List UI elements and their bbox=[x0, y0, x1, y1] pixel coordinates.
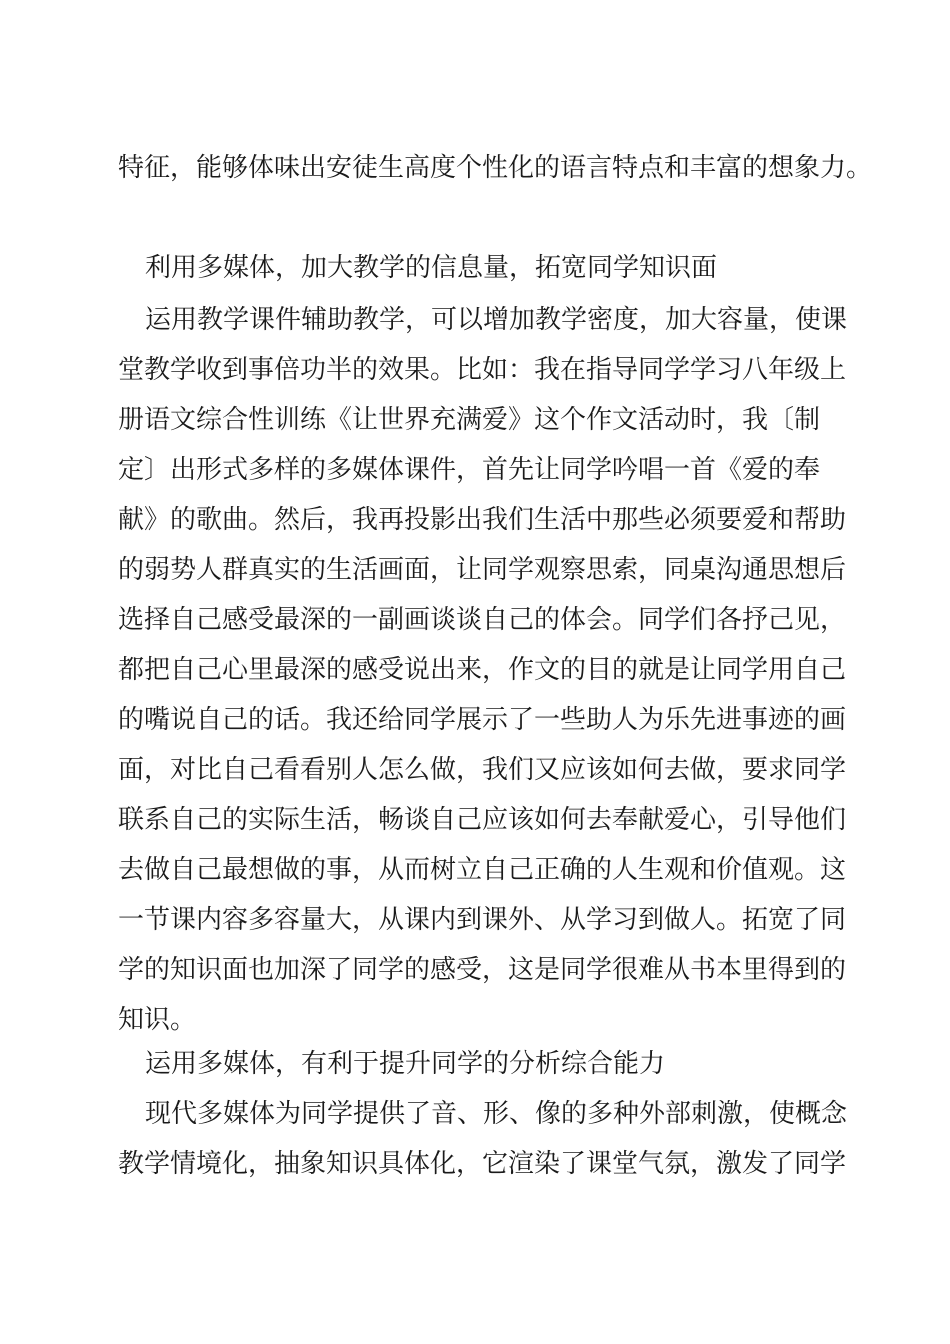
text-line-12: 面，对比自己看看别人怎么做，我们又应该如何去做，要求同学 bbox=[118, 755, 847, 785]
text-line-17: 知识。 bbox=[118, 1005, 197, 1035]
text-line-9: 选择自己感受最深的一副画谈谈自己的体会。同学们各抒己见， bbox=[118, 605, 847, 635]
section-heading-2: 运用多媒体，有利于提升同学的分析综合能力 bbox=[145, 1049, 666, 1079]
text-line-15: 一节课内容多容量大，从课内到课外、从学习到做人。拓宽了同 bbox=[118, 905, 847, 935]
text-line-1: 特征，能够体味出安徒生高度个性化的语言特点和丰富的想象力。 bbox=[118, 153, 873, 183]
text-line-19: 现代多媒体为同学提供了音、形、像的多种外部刺激，使概念 bbox=[145, 1099, 848, 1129]
text-line-10: 都把自己心里最深的感受说出来，作文的目的就是让同学用自己 bbox=[118, 655, 847, 685]
text-line-6: 定〕出形式多样的多媒体课件，首先让同学吟唱一首《爱的奉 bbox=[118, 455, 821, 485]
text-line-4: 堂教学收到事倍功半的效果。比如：我在指导同学学习八年级上 bbox=[118, 355, 847, 385]
section-heading-1: 利用多媒体，加大教学的信息量，拓宽同学知识面 bbox=[145, 253, 718, 283]
text-line-20: 教学情境化，抽象知识具体化，它渲染了课堂气氛，激发了同学 bbox=[118, 1149, 847, 1179]
text-line-3: 运用教学课件辅助教学，可以增加教学密度，加大容量，使课 bbox=[145, 305, 848, 335]
text-line-11: 的嘴说自己的话。我还给同学展示了一些助人为乐先进事迹的画 bbox=[118, 705, 847, 735]
text-line-14: 去做自己最想做的事，从而树立自己正确的人生观和价值观。这 bbox=[118, 855, 847, 885]
text-line-5: 册语文综合性训练《让世界充满爱》这个作文活动时，我〔制 bbox=[118, 405, 821, 435]
text-line-16: 学的知识面也加深了同学的感受，这是同学很难从书本里得到的 bbox=[118, 955, 847, 985]
text-line-7: 献》的歌曲。然后，我再投影出我们生活中那些必须要爱和帮助 bbox=[118, 505, 847, 535]
text-line-8: 的弱势人群真实的生活画面，让同学观察思索，同桌沟通思想后 bbox=[118, 555, 847, 585]
text-line-13: 联系自己的实际生活，畅谈自己应该如何去奉献爱心，引导他们 bbox=[118, 805, 847, 835]
